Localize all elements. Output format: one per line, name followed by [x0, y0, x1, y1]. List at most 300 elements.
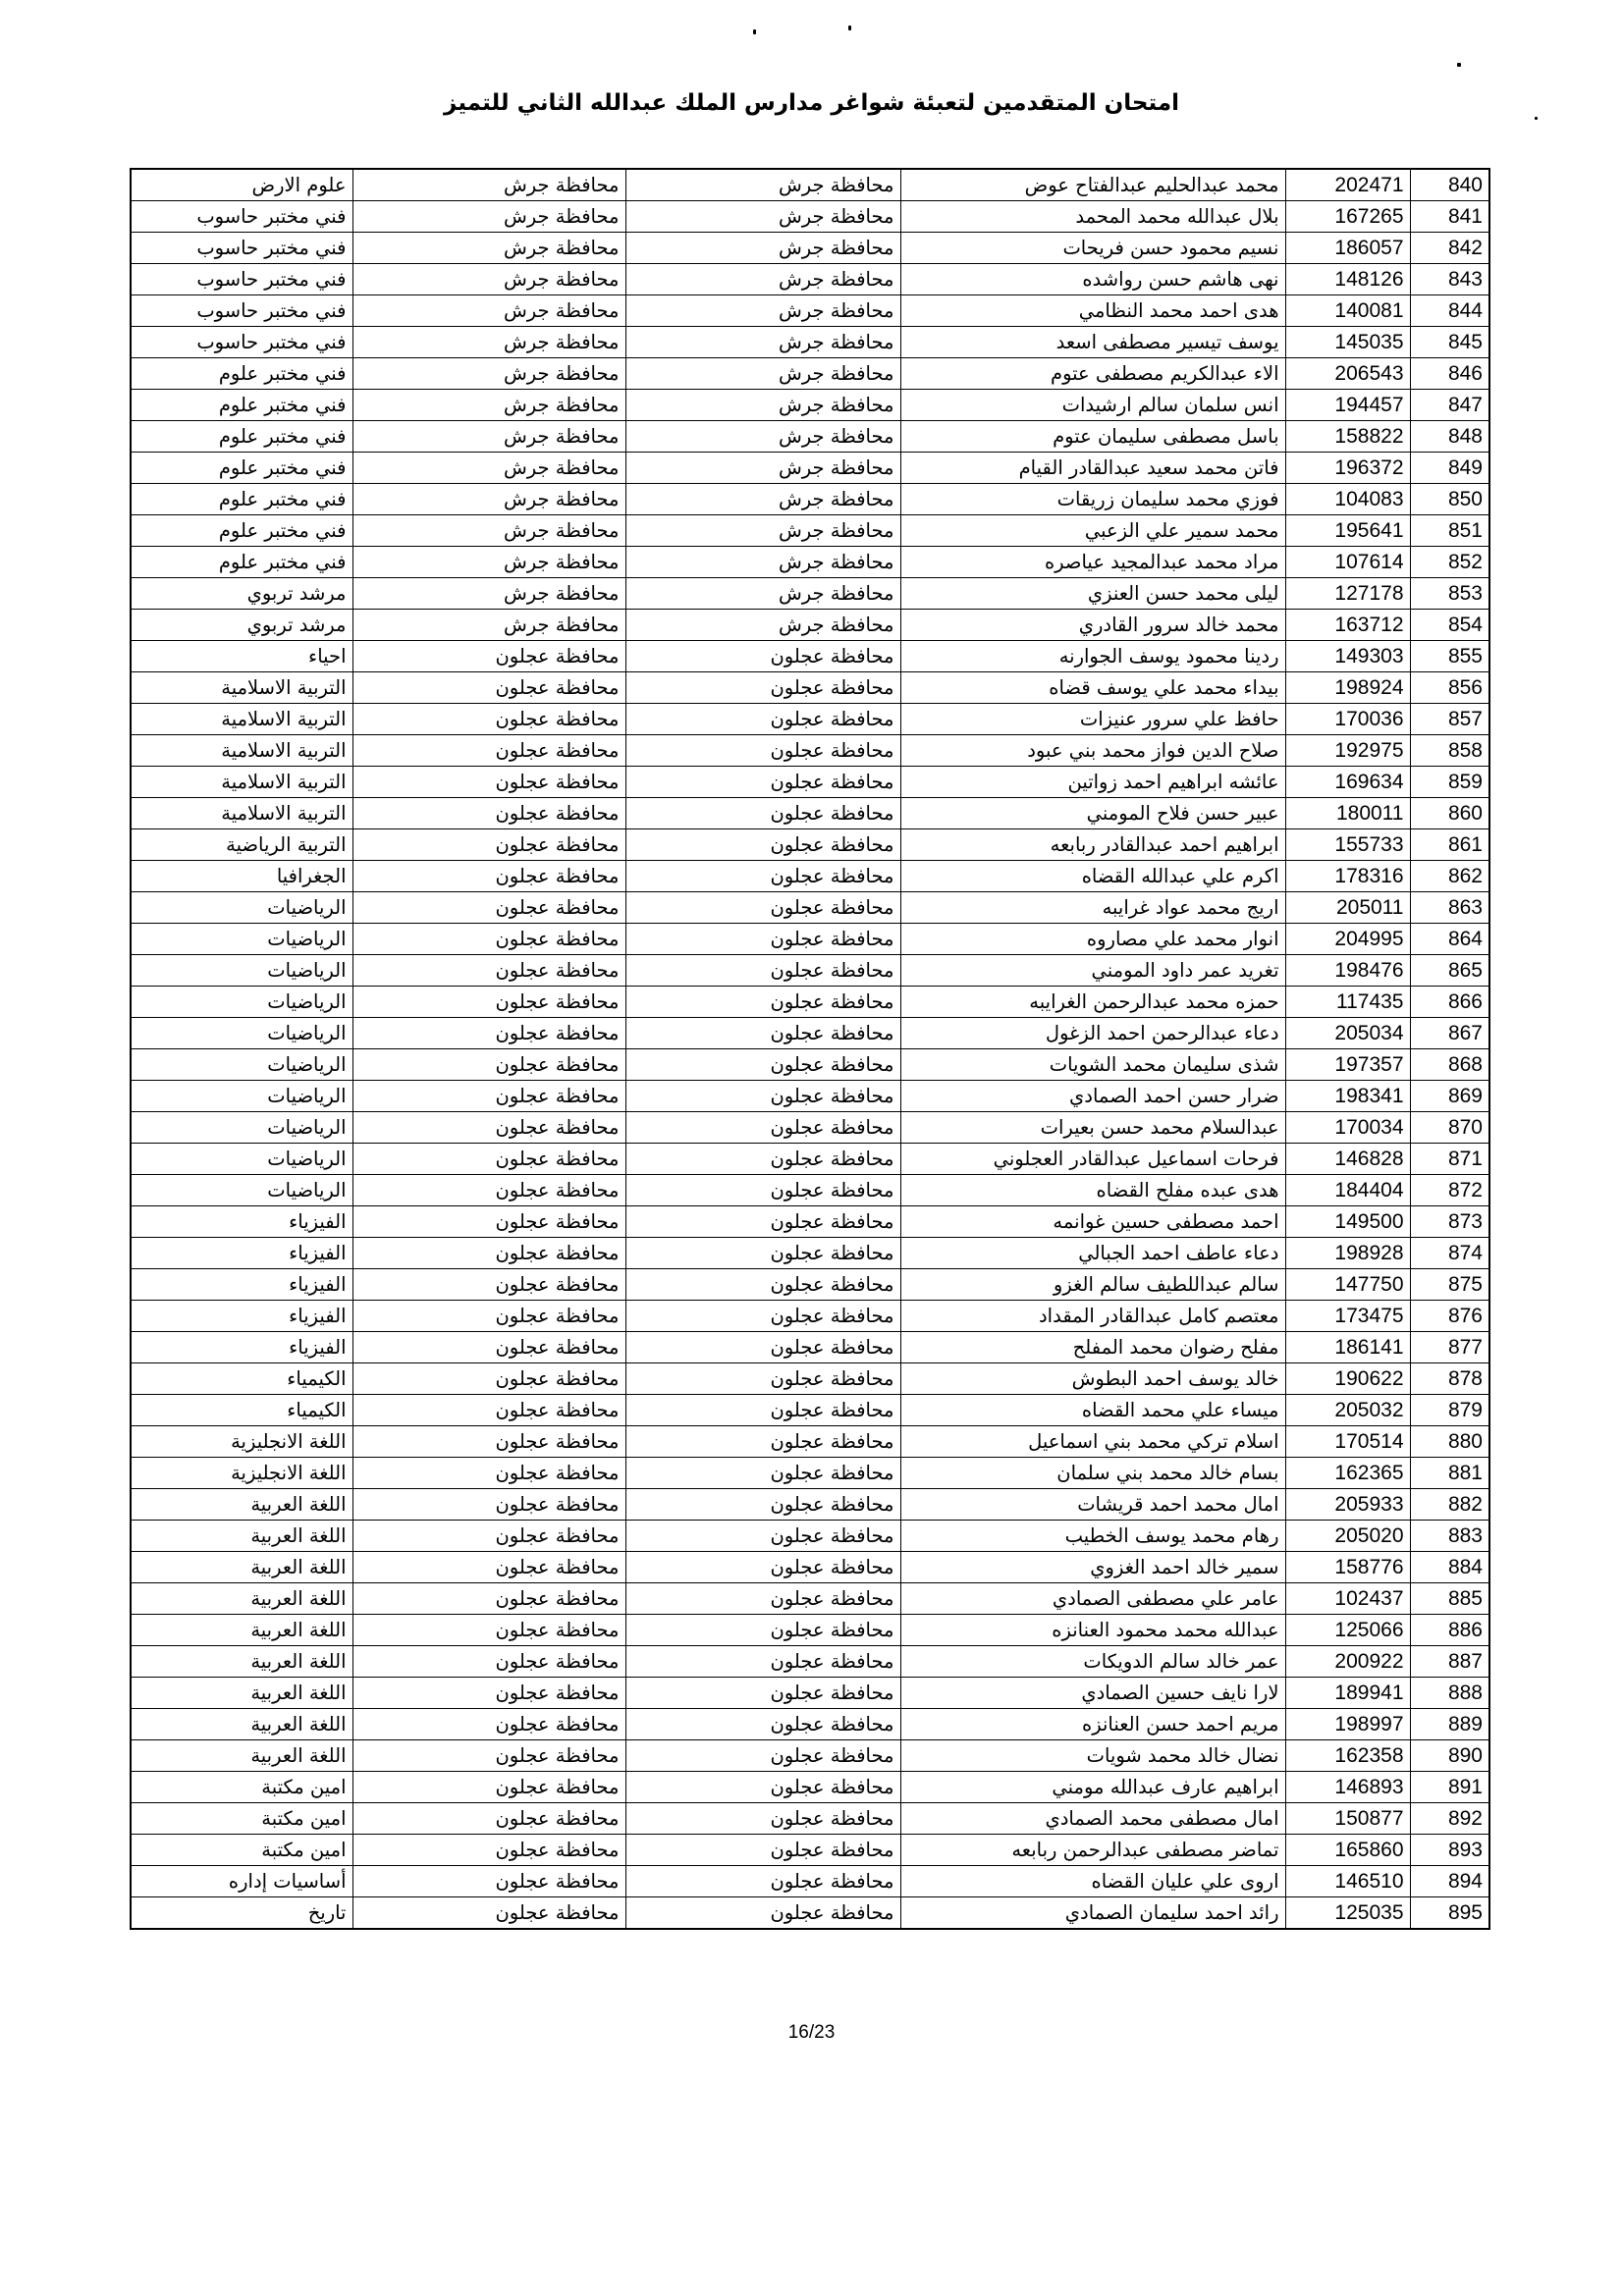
cell-specialization: الرياضيات — [131, 1175, 352, 1206]
cell-sequence-number: 867 — [1410, 1018, 1489, 1049]
cell-specialization: اللغة العربية — [131, 1709, 352, 1740]
cell-sequence-number: 886 — [1410, 1615, 1489, 1646]
table-row — [131, 1301, 1489, 1332]
cell-specialization: الرياضيات — [131, 1144, 352, 1175]
table-row — [131, 1049, 1489, 1081]
cell-applicant-id: 150877 — [1285, 1803, 1410, 1835]
table-row — [131, 987, 1489, 1018]
cell-governorate: محافظة جرش — [352, 547, 625, 578]
cell-applicant-id: 192975 — [1285, 735, 1410, 767]
cell-name: ابراهيم احمد عبدالقادر ربابعه — [900, 829, 1285, 861]
cell-sequence-number: 883 — [1410, 1521, 1489, 1552]
cell-specialization: الرياضيات — [131, 1018, 352, 1049]
page-number: 16/23 — [787, 2022, 836, 2043]
cell-specialization: امين مكتبة — [131, 1803, 352, 1835]
cell-governorate: محافظة عجلون — [352, 1678, 625, 1709]
table-row — [131, 1678, 1489, 1709]
cell-applicant-id: 205034 — [1285, 1018, 1410, 1049]
cell-governorate: محافظة عجلون — [352, 1709, 625, 1740]
cell-governorate: محافظة جرش — [625, 547, 900, 578]
cell-name: عبدالسلام محمد حسن بعيرات — [900, 1112, 1285, 1144]
cell-applicant-id: 149500 — [1285, 1206, 1410, 1238]
table-row — [131, 201, 1489, 233]
cell-name: محمد سمير علي الزعبي — [900, 515, 1285, 547]
cell-sequence-number: 874 — [1410, 1238, 1489, 1269]
cell-specialization: امين مكتبة — [131, 1772, 352, 1803]
table-row — [131, 169, 1489, 201]
cell-specialization: احياء — [131, 641, 352, 672]
scan-speck — [1457, 63, 1461, 67]
cell-governorate: محافظة جرش — [625, 453, 900, 484]
table-row — [131, 955, 1489, 987]
table-row — [131, 233, 1489, 264]
cell-name: اسلام تركي محمد بني اسماعيل — [900, 1426, 1285, 1458]
cell-sequence-number: 841 — [1410, 201, 1489, 233]
cell-specialization: الكيمياء — [131, 1363, 352, 1395]
cell-sequence-number: 891 — [1410, 1772, 1489, 1803]
cell-specialization: فني مختبر علوم — [131, 453, 352, 484]
scan-speck — [753, 29, 756, 34]
cell-governorate: محافظة جرش — [352, 327, 625, 358]
cell-sequence-number: 890 — [1410, 1740, 1489, 1772]
cell-applicant-id: 189941 — [1285, 1678, 1410, 1709]
cell-applicant-id: 107614 — [1285, 547, 1410, 578]
cell-applicant-id: 125035 — [1285, 1897, 1410, 1930]
cell-applicant-id: 205011 — [1285, 892, 1410, 924]
cell-specialization: فني مختبر حاسوب — [131, 233, 352, 264]
cell-applicant-id: 158776 — [1285, 1552, 1410, 1583]
cell-applicant-id: 198476 — [1285, 955, 1410, 987]
cell-governorate: محافظة جرش — [625, 610, 900, 641]
cell-sequence-number: 843 — [1410, 264, 1489, 295]
cell-specialization: فني مختبر علوم — [131, 547, 352, 578]
table-row — [131, 610, 1489, 641]
cell-governorate: محافظة عجلون — [352, 1803, 625, 1835]
table-row — [131, 861, 1489, 892]
cell-governorate: محافظة عجلون — [352, 1081, 625, 1112]
cell-sequence-number: 852 — [1410, 547, 1489, 578]
cell-governorate: محافظة جرش — [625, 390, 900, 421]
cell-sequence-number: 855 — [1410, 641, 1489, 672]
cell-governorate: محافظة جرش — [352, 233, 625, 264]
cell-governorate: محافظة عجلون — [352, 1646, 625, 1678]
cell-governorate: محافظة عجلون — [625, 1081, 900, 1112]
cell-governorate: محافظة جرش — [352, 201, 625, 233]
cell-specialization: التربية الاسلامية — [131, 735, 352, 767]
cell-name: لارا نايف حسين الصمادي — [900, 1678, 1285, 1709]
cell-applicant-id: 184404 — [1285, 1175, 1410, 1206]
cell-sequence-number: 840 — [1410, 169, 1489, 201]
cell-name: عمر خالد سالم الدويكات — [900, 1646, 1285, 1678]
table-row — [131, 1709, 1489, 1740]
cell-applicant-id: 102437 — [1285, 1583, 1410, 1615]
cell-name: عامر علي مصطفى الصمادي — [900, 1583, 1285, 1615]
cell-specialization: فني مختبر حاسوب — [131, 264, 352, 295]
cell-specialization: الفيزياء — [131, 1269, 352, 1301]
cell-sequence-number: 851 — [1410, 515, 1489, 547]
cell-applicant-id: 170034 — [1285, 1112, 1410, 1144]
cell-governorate: محافظة عجلون — [352, 798, 625, 829]
cell-applicant-id: 186057 — [1285, 233, 1410, 264]
table-row — [131, 1426, 1489, 1458]
cell-governorate: محافظة عجلون — [625, 1489, 900, 1521]
cell-name: عبدالله محمد محمود العنانزه — [900, 1615, 1285, 1646]
cell-applicant-id: 186141 — [1285, 1332, 1410, 1363]
cell-governorate: محافظة عجلون — [625, 1144, 900, 1175]
cell-governorate: محافظة عجلون — [352, 672, 625, 704]
cell-governorate: محافظة عجلون — [625, 924, 900, 955]
cell-governorate: محافظة عجلون — [625, 641, 900, 672]
cell-applicant-id: 140081 — [1285, 295, 1410, 327]
cell-applicant-id: 127178 — [1285, 578, 1410, 610]
cell-governorate: محافظة عجلون — [352, 987, 625, 1018]
cell-applicant-id: 117435 — [1285, 987, 1410, 1018]
cell-governorate: محافظة جرش — [625, 264, 900, 295]
cell-sequence-number: 887 — [1410, 1646, 1489, 1678]
cell-governorate: محافظة عجلون — [625, 1238, 900, 1269]
cell-governorate: محافظة عجلون — [352, 1521, 625, 1552]
cell-sequence-number: 880 — [1410, 1426, 1489, 1458]
cell-sequence-number: 858 — [1410, 735, 1489, 767]
cell-governorate: محافظة عجلون — [625, 1615, 900, 1646]
cell-applicant-id: 146828 — [1285, 1144, 1410, 1175]
cell-specialization: التربية الاسلامية — [131, 798, 352, 829]
cell-governorate: محافظة عجلون — [352, 1458, 625, 1489]
cell-name: احمد مصطفى حسين غوانمه — [900, 1206, 1285, 1238]
table-row — [131, 1458, 1489, 1489]
cell-applicant-id: 198928 — [1285, 1238, 1410, 1269]
cell-governorate: محافظة عجلون — [625, 892, 900, 924]
page-title: امتحان المتقدمين لتعبئة شواغر مدارس الملك عبدالله الثاني للتميز — [444, 90, 1179, 116]
cell-specialization: الكيمياء — [131, 1395, 352, 1426]
cell-name: حمزه محمد عبدالرحمن الغرايبه — [900, 987, 1285, 1018]
cell-specialization: اللغة العربية — [131, 1615, 352, 1646]
cell-name: الاء عبدالكريم مصطفى عتوم — [900, 358, 1285, 390]
cell-specialization: مرشد تربوي — [131, 578, 352, 610]
cell-sequence-number: 865 — [1410, 955, 1489, 987]
cell-applicant-id: 165860 — [1285, 1835, 1410, 1866]
cell-sequence-number: 871 — [1410, 1144, 1489, 1175]
table-row — [131, 1363, 1489, 1395]
cell-sequence-number: 845 — [1410, 327, 1489, 358]
cell-specialization: التربية الاسلامية — [131, 672, 352, 704]
cell-applicant-id: 205020 — [1285, 1521, 1410, 1552]
cell-governorate: محافظة عجلون — [352, 767, 625, 798]
cell-governorate: محافظة عجلون — [625, 861, 900, 892]
cell-sequence-number: 847 — [1410, 390, 1489, 421]
table-row — [131, 1866, 1489, 1897]
cell-applicant-id: 167265 — [1285, 201, 1410, 233]
cell-applicant-id: 158822 — [1285, 421, 1410, 453]
cell-governorate: محافظة عجلون — [352, 892, 625, 924]
cell-sequence-number: 844 — [1410, 295, 1489, 327]
cell-name: نهى هاشم حسن رواشده — [900, 264, 1285, 295]
cell-governorate: محافظة عجلون — [352, 1866, 625, 1897]
table-row — [131, 1646, 1489, 1678]
cell-governorate: محافظة عجلون — [352, 704, 625, 735]
table-row — [131, 1835, 1489, 1866]
cell-applicant-id: 198341 — [1285, 1081, 1410, 1112]
cell-specialization: التربية الرياضية — [131, 829, 352, 861]
cell-sequence-number: 870 — [1410, 1112, 1489, 1144]
cell-applicant-id: 205933 — [1285, 1489, 1410, 1521]
cell-name: يوسف تيسير مصطفى اسعد — [900, 327, 1285, 358]
cell-governorate: محافظة عجلون — [625, 1583, 900, 1615]
cell-specialization: الرياضيات — [131, 1081, 352, 1112]
cell-name: اكرم علي عبدالله القضاه — [900, 861, 1285, 892]
cell-applicant-id: 170036 — [1285, 704, 1410, 735]
cell-governorate: محافظة عجلون — [352, 1740, 625, 1772]
cell-applicant-id: 104083 — [1285, 484, 1410, 515]
cell-governorate: محافظة عجلون — [352, 924, 625, 955]
cell-sequence-number: 881 — [1410, 1458, 1489, 1489]
cell-governorate: محافظة جرش — [352, 264, 625, 295]
cell-name: خالد يوسف احمد البطوش — [900, 1363, 1285, 1395]
cell-name: سمير خالد احمد الغزوي — [900, 1552, 1285, 1583]
cell-specialization: الرياضيات — [131, 955, 352, 987]
cell-governorate: محافظة جرش — [625, 169, 900, 201]
cell-governorate: محافظة جرش — [625, 421, 900, 453]
cell-governorate: محافظة عجلون — [352, 1049, 625, 1081]
cell-applicant-id: 162365 — [1285, 1458, 1410, 1489]
table-row — [131, 1206, 1489, 1238]
cell-applicant-id: 162358 — [1285, 1740, 1410, 1772]
cell-governorate: محافظة عجلون — [352, 1018, 625, 1049]
cell-applicant-id: 197357 — [1285, 1049, 1410, 1081]
cell-governorate: محافظة عجلون — [625, 1112, 900, 1144]
cell-sequence-number: 842 — [1410, 233, 1489, 264]
cell-governorate: محافظة عجلون — [625, 1678, 900, 1709]
cell-governorate: محافظة عجلون — [352, 1301, 625, 1332]
cell-applicant-id: 155733 — [1285, 829, 1410, 861]
table-row — [131, 515, 1489, 547]
cell-governorate: محافظة عجلون — [625, 1866, 900, 1897]
cell-specialization: فني مختبر علوم — [131, 358, 352, 390]
table-row — [131, 672, 1489, 704]
table-row — [131, 453, 1489, 484]
cell-governorate: محافظة عجلون — [352, 1363, 625, 1395]
cell-applicant-id: 190622 — [1285, 1363, 1410, 1395]
cell-name: ضرار حسن احمد الصمادي — [900, 1081, 1285, 1112]
cell-name: مفلح رضوان محمد المفلح — [900, 1332, 1285, 1363]
cell-sequence-number: 869 — [1410, 1081, 1489, 1112]
cell-governorate: محافظة عجلون — [625, 987, 900, 1018]
cell-governorate: محافظة عجلون — [352, 1583, 625, 1615]
table-row — [131, 924, 1489, 955]
cell-sequence-number: 889 — [1410, 1709, 1489, 1740]
cell-governorate: محافظة عجلون — [352, 1615, 625, 1646]
scan-speck — [1535, 117, 1538, 120]
cell-sequence-number: 879 — [1410, 1395, 1489, 1426]
cell-applicant-id: 173475 — [1285, 1301, 1410, 1332]
cell-governorate: محافظة جرش — [352, 515, 625, 547]
cell-specialization: تاريخ — [131, 1897, 352, 1930]
cell-applicant-id: 198997 — [1285, 1709, 1410, 1740]
cell-name: ليلى محمد حسن العنزي — [900, 578, 1285, 610]
cell-specialization: الرياضيات — [131, 1049, 352, 1081]
table-row — [131, 547, 1489, 578]
table-row — [131, 327, 1489, 358]
cell-governorate: محافظة عجلون — [352, 1332, 625, 1363]
table-row — [131, 1395, 1489, 1426]
cell-governorate: محافظة عجلون — [625, 829, 900, 861]
cell-sequence-number: 860 — [1410, 798, 1489, 829]
cell-name: بيداء محمد علي يوسف قضاه — [900, 672, 1285, 704]
table-row — [131, 1081, 1489, 1112]
cell-name: بلال عبدالله محمد المحمد — [900, 201, 1285, 233]
cell-applicant-id: 204995 — [1285, 924, 1410, 955]
cell-name: ميساء علي محمد القضاه — [900, 1395, 1285, 1426]
cell-name: ردينا محمود يوسف الجوارنه — [900, 641, 1285, 672]
cell-name: مراد محمد عبدالمجيد عياصره — [900, 547, 1285, 578]
candidates-table — [130, 168, 1490, 1930]
table-row — [131, 358, 1489, 390]
table-row — [131, 892, 1489, 924]
table-row — [131, 1521, 1489, 1552]
cell-specialization: اللغة الانجليزية — [131, 1458, 352, 1489]
cell-governorate: محافظة جرش — [625, 578, 900, 610]
cell-governorate: محافظة جرش — [352, 169, 625, 201]
cell-governorate: محافظة جرش — [352, 390, 625, 421]
cell-governorate: محافظة عجلون — [625, 1332, 900, 1363]
cell-sequence-number: 885 — [1410, 1583, 1489, 1615]
cell-governorate: محافظة عجلون — [625, 1426, 900, 1458]
cell-governorate: محافظة عجلون — [352, 1175, 625, 1206]
cell-governorate: محافظة عجلون — [352, 1897, 625, 1930]
cell-governorate: محافظة عجلون — [625, 1709, 900, 1740]
cell-applicant-id: 148126 — [1285, 264, 1410, 295]
cell-governorate: محافظة عجلون — [625, 1552, 900, 1583]
cell-specialization: فني مختبر علوم — [131, 390, 352, 421]
cell-sequence-number: 850 — [1410, 484, 1489, 515]
table-row — [131, 704, 1489, 735]
cell-governorate: محافظة عجلون — [625, 1458, 900, 1489]
table-row — [131, 735, 1489, 767]
cell-governorate: محافظة عجلون — [625, 735, 900, 767]
cell-applicant-id: 206543 — [1285, 358, 1410, 390]
table-row — [131, 1615, 1489, 1646]
table-row — [131, 484, 1489, 515]
cell-applicant-id: 194457 — [1285, 390, 1410, 421]
cell-governorate: محافظة جرش — [625, 515, 900, 547]
cell-name: شذى سليمان محمد الشويات — [900, 1049, 1285, 1081]
cell-specialization: فني مختبر علوم — [131, 421, 352, 453]
cell-governorate: محافظة عجلون — [625, 672, 900, 704]
cell-name: اريج محمد عواد غرايبه — [900, 892, 1285, 924]
cell-governorate: محافظة جرش — [352, 484, 625, 515]
table-row — [131, 390, 1489, 421]
cell-name: مريم احمد حسن العنانزه — [900, 1709, 1285, 1740]
cell-applicant-id: 200922 — [1285, 1646, 1410, 1678]
table-row — [131, 1018, 1489, 1049]
cell-name: فاتن محمد سعيد عبدالقادر القيام — [900, 453, 1285, 484]
cell-sequence-number: 895 — [1410, 1897, 1489, 1930]
cell-applicant-id: 146510 — [1285, 1866, 1410, 1897]
cell-governorate: محافظة جرش — [352, 358, 625, 390]
cell-name: حافظ علي سرور عنيزات — [900, 704, 1285, 735]
cell-governorate: محافظة جرش — [625, 201, 900, 233]
cell-sequence-number: 884 — [1410, 1552, 1489, 1583]
cell-governorate: محافظة عجلون — [625, 955, 900, 987]
cell-specialization: اللغة العربية — [131, 1521, 352, 1552]
cell-applicant-id: 145035 — [1285, 327, 1410, 358]
cell-governorate: محافظة جرش — [352, 295, 625, 327]
cell-specialization: مرشد تربوي — [131, 610, 352, 641]
table-row — [131, 1740, 1489, 1772]
cell-specialization: علوم الارض — [131, 169, 352, 201]
cell-applicant-id: 205032 — [1285, 1395, 1410, 1426]
cell-governorate: محافظة عجلون — [625, 1018, 900, 1049]
cell-sequence-number: 882 — [1410, 1489, 1489, 1521]
table-row — [131, 1112, 1489, 1144]
cell-governorate: محافظة جرش — [625, 233, 900, 264]
cell-name: فرحات اسماعيل عبدالقادر العجلوني — [900, 1144, 1285, 1175]
cell-governorate: محافظة جرش — [625, 327, 900, 358]
cell-governorate: محافظة جرش — [352, 578, 625, 610]
cell-governorate: محافظة عجلون — [625, 1206, 900, 1238]
cell-sequence-number: 854 — [1410, 610, 1489, 641]
cell-specialization: فني مختبر حاسوب — [131, 295, 352, 327]
cell-governorate: محافظة عجلون — [352, 1426, 625, 1458]
cell-governorate: محافظة عجلون — [352, 735, 625, 767]
cell-governorate: محافظة عجلون — [352, 1144, 625, 1175]
cell-specialization: التربية الاسلامية — [131, 704, 352, 735]
table-row — [131, 1897, 1489, 1930]
cell-name: امال مصطفى محمد الصمادي — [900, 1803, 1285, 1835]
cell-name: محمد عبدالحليم عبدالفتاح عوض — [900, 169, 1285, 201]
cell-governorate: محافظة عجلون — [625, 1269, 900, 1301]
cell-applicant-id: 149303 — [1285, 641, 1410, 672]
cell-applicant-id: 163712 — [1285, 610, 1410, 641]
cell-sequence-number: 873 — [1410, 1206, 1489, 1238]
cell-applicant-id: 180011 — [1285, 798, 1410, 829]
cell-specialization: الرياضيات — [131, 924, 352, 955]
table-row — [131, 1552, 1489, 1583]
cell-governorate: محافظة عجلون — [625, 1835, 900, 1866]
cell-governorate: محافظة جرش — [352, 453, 625, 484]
cell-governorate: محافظة عجلون — [352, 955, 625, 987]
cell-specialization: الرياضيات — [131, 1112, 352, 1144]
cell-sequence-number: 892 — [1410, 1803, 1489, 1835]
cell-governorate: محافظة عجلون — [625, 1395, 900, 1426]
cell-governorate: محافظة عجلون — [625, 1301, 900, 1332]
cell-applicant-id: 198924 — [1285, 672, 1410, 704]
cell-name: عائشه ابراهيم احمد زواتين — [900, 767, 1285, 798]
cell-specialization: أساسيات إداره — [131, 1866, 352, 1897]
cell-sequence-number: 848 — [1410, 421, 1489, 453]
cell-specialization: امين مكتبة — [131, 1835, 352, 1866]
cell-name: تغريد عمر داود المومني — [900, 955, 1285, 987]
cell-specialization: فني مختبر علوم — [131, 515, 352, 547]
cell-name: انوار محمد علي مصاروه — [900, 924, 1285, 955]
cell-applicant-id: 195641 — [1285, 515, 1410, 547]
cell-sequence-number: 875 — [1410, 1269, 1489, 1301]
cell-sequence-number: 893 — [1410, 1835, 1489, 1866]
cell-governorate: محافظة جرش — [352, 421, 625, 453]
cell-specialization: اللغة العربية — [131, 1740, 352, 1772]
cell-name: نضال خالد محمد شويات — [900, 1740, 1285, 1772]
cell-name: هدى عبده مفلح القضاه — [900, 1175, 1285, 1206]
cell-name: تماضر مصطفى عبدالرحمن ربابعه — [900, 1835, 1285, 1866]
cell-sequence-number: 849 — [1410, 453, 1489, 484]
table-row — [131, 767, 1489, 798]
cell-governorate: محافظة عجلون — [352, 1835, 625, 1866]
table-row — [131, 421, 1489, 453]
cell-governorate: محافظة عجلون — [625, 798, 900, 829]
cell-governorate: محافظة عجلون — [352, 1489, 625, 1521]
cell-governorate: محافظة عجلون — [625, 704, 900, 735]
table-row — [131, 641, 1489, 672]
